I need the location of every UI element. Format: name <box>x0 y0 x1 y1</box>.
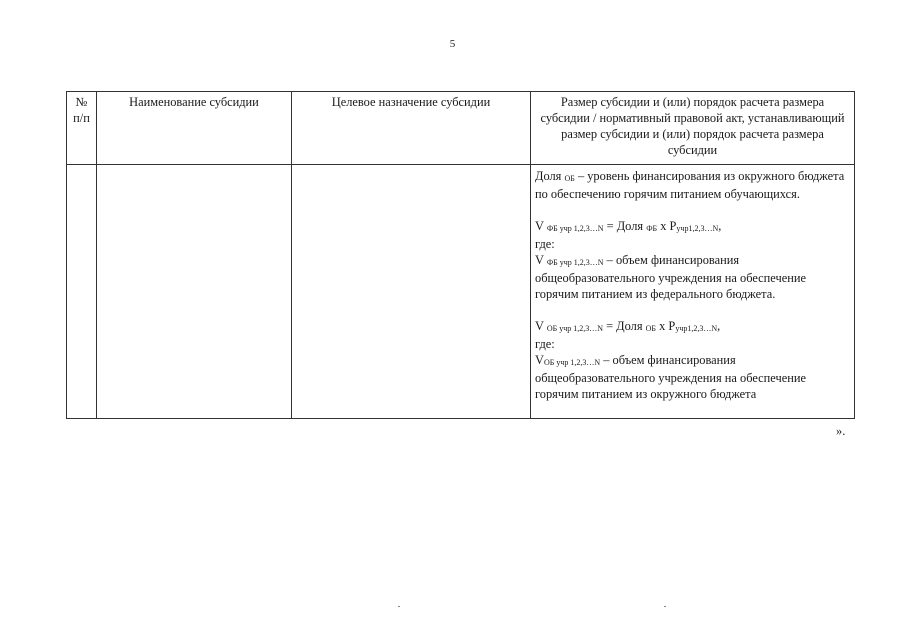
formula-equals: = Доля <box>603 219 647 233</box>
header-subsidy-size: Размер субсидии и (или) порядок расчета размера субсидии / нормативный правовой акт, устанавливающий размер субсидии и (или) порядок расчета размера субсидии <box>531 92 855 165</box>
formula-subscript: учр1,2,3…N <box>675 324 718 333</box>
subsidy-table <box>66 91 855 419</box>
formula-subscript: учр1,2,3…N <box>676 224 719 233</box>
share-description: – уровень финансирования из окружного бюджета по обеспечению горячим питанием обучающихся. <box>535 169 845 201</box>
header-subsidy-name: Наименование субсидии <box>97 92 292 165</box>
where-label: где: <box>535 237 555 251</box>
page-number: 5 <box>449 38 456 50</box>
share-label: Доля <box>535 169 565 183</box>
header-subsidy-purpose: Целевое назначение субсидии <box>292 92 531 165</box>
formula-regional <box>535 318 850 336</box>
definition-var: V <box>535 253 547 267</box>
formula-equals: = Доля <box>603 319 646 333</box>
header-number: № п/п <box>67 92 97 165</box>
closing-quote: ». <box>836 424 846 438</box>
formula-subscript: ОБ учр 1,2,3…N <box>546 324 603 333</box>
formula-subscript: ОБ <box>645 324 657 333</box>
cell-number <box>67 165 97 419</box>
table-header-row <box>67 92 855 165</box>
share-subscript: ОБ <box>564 174 575 183</box>
definition-var: V <box>535 353 544 367</box>
formula-end: , <box>718 219 722 233</box>
cell-subsidy-size <box>531 165 855 419</box>
formula-subscript: ФБ учр 1,2,3…N <box>546 224 604 233</box>
regional-volume-definition <box>535 352 850 402</box>
formula-multiply: x P <box>657 219 677 233</box>
definition-subscript: ОБ учр 1,2,3…N <box>543 358 601 367</box>
formula-var: V <box>535 319 547 333</box>
definition-subscript: ФБ учр 1,2,3…N <box>546 258 604 267</box>
where-label: где: <box>535 337 555 351</box>
formula-federal <box>535 218 850 236</box>
spacer <box>535 302 850 318</box>
table-row <box>67 165 855 419</box>
formula-var: V <box>535 219 547 233</box>
cell-subsidy-name <box>97 165 292 419</box>
scan-artifact <box>398 606 400 607</box>
definition-text: – объем финансирования общеобразовательного учреждения на обеспечение горячим питанием из окружного бюджета <box>535 353 806 401</box>
formula-end: , <box>717 319 721 333</box>
share-definition <box>535 168 850 202</box>
spacer <box>535 202 850 218</box>
formula-subscript: ФБ <box>646 224 658 233</box>
definition-text: – объем финансирования общеобразовательного учреждения на обеспечение горячим питанием из федерального бюджета. <box>535 253 806 301</box>
scan-artifact <box>664 606 666 607</box>
cell-subsidy-purpose <box>292 165 531 419</box>
formula-multiply: x P <box>656 319 676 333</box>
federal-volume-definition <box>535 252 850 302</box>
